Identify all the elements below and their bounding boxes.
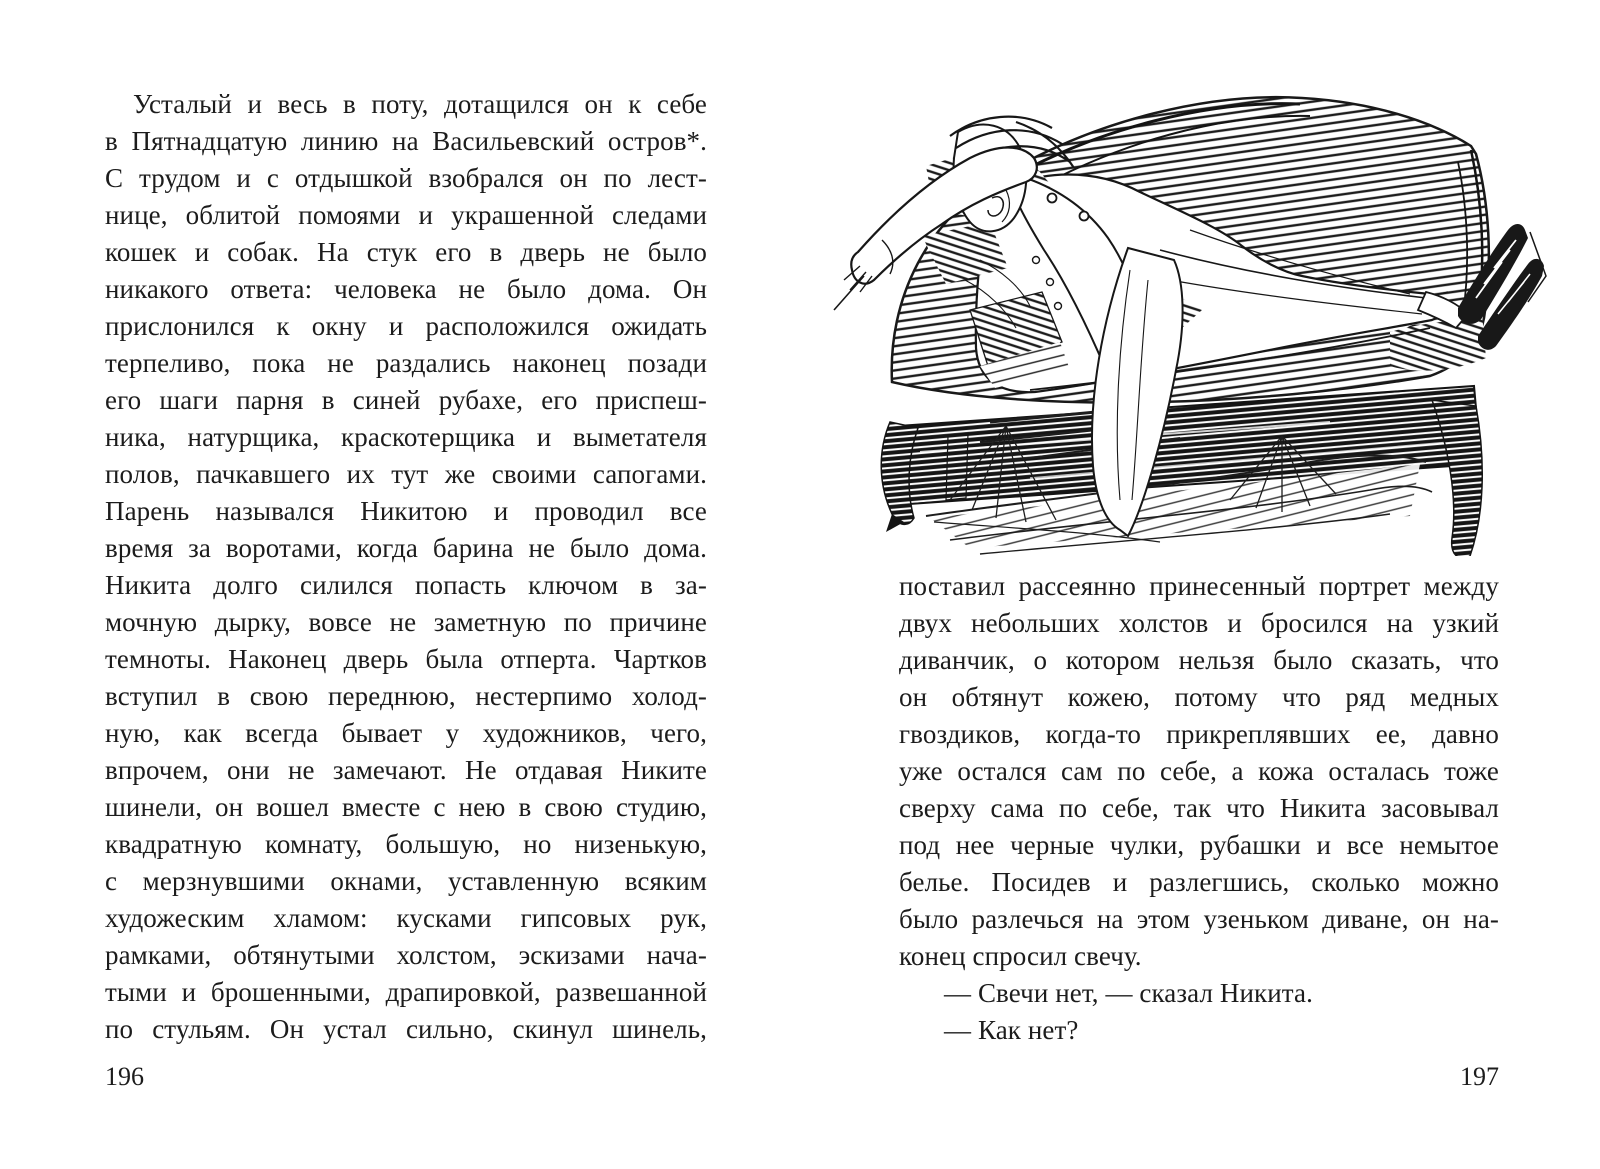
text-line: белье. Посидев и разлегшись, сколько можно	[899, 867, 1499, 897]
text-line: его шаги парня в синей рубахе, его приспеш-	[105, 385, 707, 415]
text-line: рамками, обтянутыми холстом, эскизами нача-	[105, 940, 707, 970]
text-line: художеским хламом: кусками гипсовых рук,	[105, 903, 707, 933]
text-line: под нее черные чулки, рубашки и все немытое	[899, 830, 1499, 860]
text-line: впрочем, они не замечают. Не отдавая Никите	[105, 755, 707, 785]
text-line: темноты. Наконец дверь была отперта. Чартков	[105, 644, 707, 674]
sofa-illustration	[830, 70, 1552, 556]
left-text-block	[105, 86, 707, 1048]
text-line: время за воротами, когда барина не было дома.	[105, 533, 707, 563]
text-line: вступил в свою переднюю, нестерпимо холод-	[105, 681, 707, 711]
sofa-illustration-svg	[830, 70, 1552, 556]
text-line: в Пятнадцатую линию на Васильевский остров*.	[105, 126, 707, 156]
text-line: Никита долго силился попасть ключом в за-	[105, 570, 707, 600]
text-line: С трудом и с отдышкой взобрался он по лест-	[105, 163, 707, 193]
text-line: шинели, он вошел вместе с нею в свою студию,	[105, 792, 707, 822]
text-line: полов, пачкавшего их тут же своими сапогами.	[105, 459, 707, 489]
page-number-left: 196	[105, 1062, 144, 1091]
text-line: мочную дырку, вовсе не заметную по причине	[105, 607, 707, 637]
text-line: ника, натурщика, краскотерщика и выметателя	[105, 422, 707, 452]
page-number-right: 197	[1460, 1062, 1499, 1091]
right-text-block	[899, 568, 1499, 1049]
text-line-dialogue: — Свечи нет, — сказал Никита.	[944, 978, 1313, 1008]
text-line: кошек и собак. На стук его в дверь не было	[105, 237, 707, 267]
text-line: Усталый и весь в поту, дотащился он к себе	[133, 89, 707, 119]
text-line: по стульям. Он устал сильно, скинул шинель,	[105, 1014, 707, 1044]
text-line: Парень назывался Никитою и проводил все	[105, 496, 707, 526]
text-line: поставил рассеянно принесенный портрет между	[899, 571, 1499, 601]
text-line: конец спросил свечу.	[899, 941, 1142, 971]
text-line: диванчик, о котором нельзя было сказать, что	[899, 645, 1499, 675]
text-line: прислонился к окну и расположился ожидать	[105, 311, 707, 341]
text-line: сверху сама по себе, так что Никита засовывал	[899, 793, 1499, 823]
text-line: двух небольших холстов и бросился на узкий	[899, 608, 1499, 638]
text-line: квадратную комнату, большую, но низенькую,	[105, 829, 707, 859]
text-line: тыми и брошенными, драпировкой, развешанной	[105, 977, 707, 1007]
text-line: было разлечься на этом узеньком диване, он на-	[899, 904, 1499, 934]
text-line: с мерзнувшими окнами, уставленную всяким	[105, 866, 707, 896]
text-line: уже остался сам по себе, а кожа осталась тоже	[899, 756, 1499, 786]
text-line: терпеливо, пока не раздались наконец позади	[105, 348, 707, 378]
text-line: гвоздиков, когда-то прикреплявших ее, давно	[899, 719, 1499, 749]
text-line: никакого ответа: человека не было дома. Он	[105, 274, 707, 304]
text-line: ную, как всегда бывает у художников, чего,	[105, 718, 707, 748]
text-line-dialogue: — Как нет?	[944, 1015, 1079, 1045]
text-line: он обтянут кожею, потому что ряд медных	[899, 682, 1499, 712]
text-line: нице, облитой помоями и украшенной следами	[105, 200, 707, 230]
